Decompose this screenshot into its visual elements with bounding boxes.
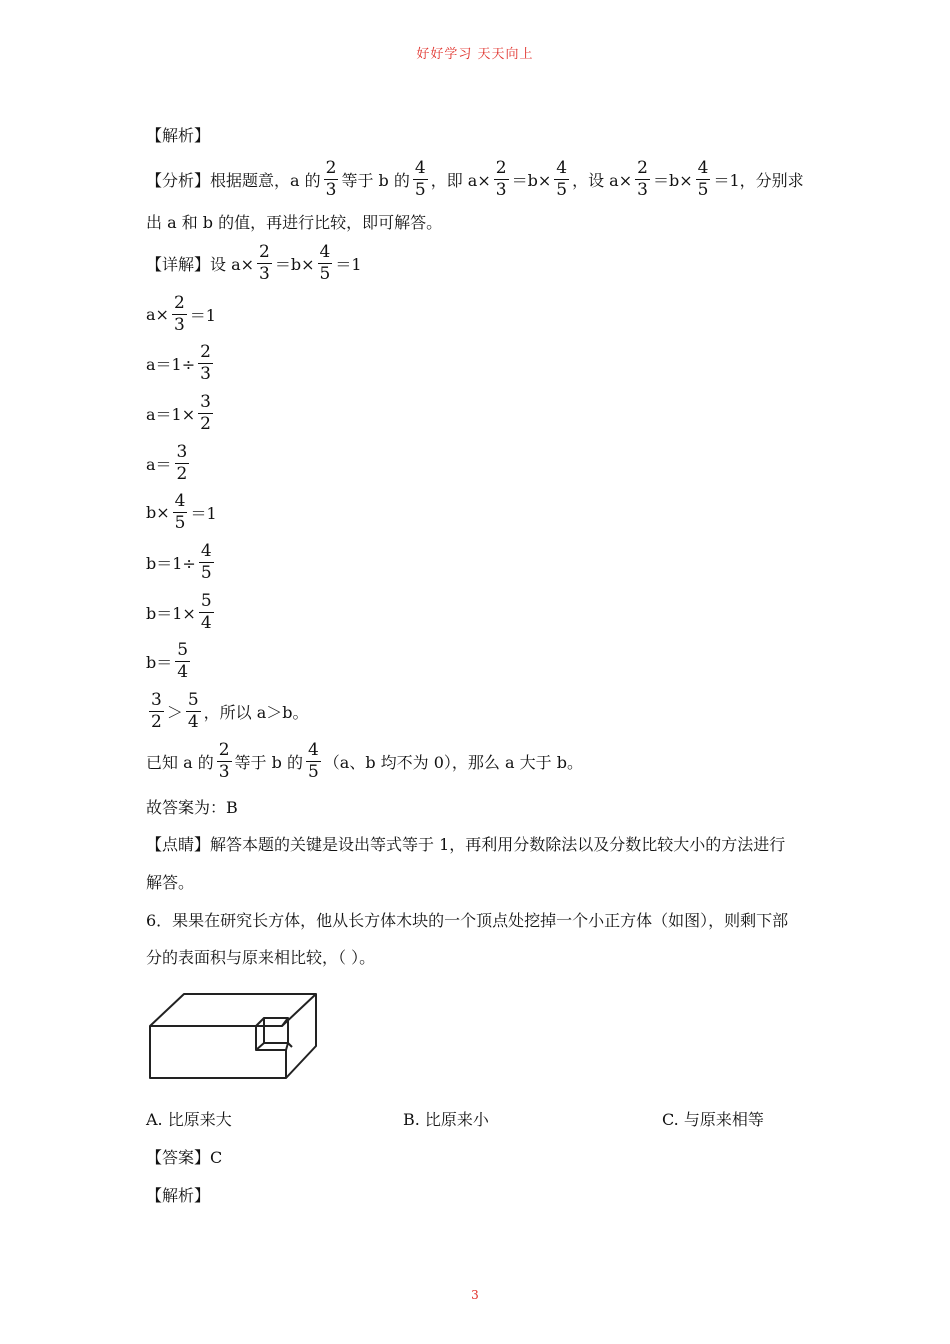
fraction: [199, 593, 214, 632]
fraction-denominator: 5: [200, 563, 212, 583]
fraction-numerator: 4: [319, 242, 331, 262]
option-b: B. 比原来小: [403, 1110, 489, 1129]
fraction: [149, 692, 164, 731]
equation-line: [146, 295, 216, 334]
equation-line: [146, 344, 216, 383]
text-segment: 分的表面积与原来相比较，（ ）。: [146, 948, 376, 967]
text-segment: ＝1，分别求: [713, 171, 804, 190]
text-segment: 【分析】根据题意，a 的: [146, 171, 321, 190]
text-segment: ＝b×: [511, 171, 552, 190]
comparison-line: [146, 692, 309, 731]
fraction-denominator: 5: [174, 513, 186, 533]
analysis-heading-2: [146, 1183, 210, 1206]
fraction: [494, 160, 509, 199]
answer-heading: [146, 1145, 222, 1168]
equation-line: [146, 593, 217, 632]
fraction-numerator: 4: [697, 158, 709, 178]
fraction-denominator: 3: [259, 264, 270, 284]
fraction-denominator: 4: [200, 613, 212, 633]
fraction-denominator: 5: [307, 762, 319, 782]
fraction-numerator: 2: [200, 342, 211, 362]
fraction-denominator: 4: [187, 712, 199, 732]
text-segment: ＝b×: [652, 171, 693, 190]
text-segment: 等于 b 的: [234, 753, 303, 772]
fraction-numerator: 4: [200, 541, 212, 561]
equation-line: [146, 543, 217, 582]
fraction: [198, 394, 213, 433]
fraction: [324, 160, 339, 199]
text-segment: ＝1: [190, 504, 217, 523]
text-segment: 已知 a 的: [146, 753, 214, 772]
analysis-text-line-1: [146, 160, 804, 199]
text-segment: ＝1: [189, 306, 216, 325]
fraction-numerator: 5: [200, 591, 212, 611]
option-a: A. 比原来大: [146, 1110, 232, 1129]
text-segment: 【答案】C: [146, 1148, 223, 1167]
text-segment: 等于 b 的: [341, 171, 410, 190]
text-segment: ＝b×: [274, 255, 315, 274]
text-segment: b×: [146, 503, 170, 522]
fraction-denominator: 2: [200, 414, 211, 434]
conclusion-line: [146, 742, 583, 781]
text-segment: a＝1÷: [146, 355, 196, 374]
equation-line: [146, 394, 216, 433]
fraction-numerator: 4: [414, 158, 426, 178]
fraction: [554, 160, 569, 199]
fraction: [257, 244, 272, 283]
analysis-heading: [146, 123, 210, 146]
fraction: [172, 295, 187, 334]
fraction-numerator: 3: [176, 442, 188, 462]
fraction: [318, 244, 333, 283]
tip-line-1: [146, 832, 785, 855]
cuboid-with-cut-cube-drawing: [146, 988, 326, 1083]
fraction-denominator: 3: [325, 180, 337, 200]
text-segment: ＝1: [335, 255, 362, 274]
fraction-numerator: 2: [259, 242, 270, 262]
fraction: [175, 444, 190, 483]
text-segment: b＝1÷: [146, 554, 196, 573]
analysis-text-line-2: [146, 210, 442, 233]
fraction: [217, 742, 232, 781]
fraction-denominator: 5: [414, 180, 426, 200]
text-segment: a×: [146, 305, 169, 324]
text-segment: ＞: [166, 703, 183, 722]
option-c: C. 与原来相等: [662, 1110, 764, 1129]
detail-heading-line: [146, 244, 362, 283]
text-segment: ，设 a×: [572, 171, 633, 190]
text-segment: a＝: [146, 455, 172, 474]
fraction-denominator: 3: [495, 180, 507, 200]
text-segment: 故答案为：B: [146, 798, 238, 817]
fraction: [413, 160, 428, 199]
fraction-numerator: 5: [187, 690, 199, 710]
text-segment: 出 a 和 b 的值，再进行比较，即可解答。: [146, 213, 443, 232]
equation-line: [146, 493, 217, 532]
fraction-numerator: 4: [307, 740, 319, 760]
text-segment: b＝: [146, 653, 173, 672]
equation-line: [146, 642, 193, 681]
fraction-denominator: 3: [200, 364, 211, 384]
fraction-numerator: 2: [218, 740, 230, 760]
text-segment: 【详解】设 a×: [146, 255, 255, 274]
page-header: 好好学习 天天向上: [416, 47, 534, 62]
question-6-line-1: [146, 908, 788, 931]
text-segment: 【解析】: [146, 1186, 211, 1205]
fraction: [198, 344, 213, 383]
fraction: [635, 160, 650, 199]
text-segment: ，即 a×: [430, 171, 491, 190]
cuboid-figure: [146, 988, 326, 1087]
equation-line: [146, 444, 192, 483]
text-segment: ，所以 a＞b。: [203, 703, 309, 722]
fraction: [173, 493, 188, 532]
fraction-denominator: 2: [151, 712, 162, 732]
fraction-denominator: 3: [173, 315, 185, 335]
fraction-numerator: 4: [556, 158, 568, 178]
fraction-denominator: 5: [697, 180, 709, 200]
fraction: [199, 543, 214, 582]
fraction-denominator: 3: [637, 180, 648, 200]
fraction-numerator: 3: [151, 690, 162, 710]
fraction-numerator: 4: [174, 491, 186, 511]
fraction: [696, 160, 711, 199]
fraction-numerator: 2: [637, 158, 648, 178]
fraction-denominator: 4: [177, 662, 189, 682]
fraction: [306, 742, 321, 781]
page-number: 3: [471, 1288, 479, 1302]
tip-line-2: [146, 870, 194, 893]
text-segment: （a、b 均不为 0），那么 a 大于 b。: [323, 753, 583, 772]
text-segment: a＝1×: [146, 405, 196, 424]
text-segment: 【点睛】解答本题的关键是设出等式等于 1，再利用分数除法以及分数比较大小的方法进行: [146, 835, 786, 854]
fraction-denominator: 5: [319, 264, 331, 284]
fraction-numerator: 5: [177, 640, 189, 660]
fraction-numerator: 2: [325, 158, 337, 178]
fraction-numerator: 2: [495, 158, 507, 178]
fraction: [186, 692, 201, 731]
fraction-denominator: 2: [176, 464, 188, 484]
fraction-numerator: 3: [200, 392, 211, 412]
text-segment: 6．果果在研究长方体，他从长方体木块的一个顶点处挖掉一个小正方体（如图），则剩下部: [146, 911, 789, 930]
text-segment: 解答。: [146, 873, 195, 892]
fraction: [175, 642, 190, 681]
text-segment: b＝1×: [146, 604, 196, 623]
fraction-denominator: 3: [218, 762, 230, 782]
answer-line: [146, 795, 238, 818]
fraction-denominator: 5: [556, 180, 568, 200]
text-segment: 【解析】: [146, 126, 211, 145]
fraction-numerator: 2: [173, 293, 185, 313]
question-6-line-2: [146, 945, 375, 968]
